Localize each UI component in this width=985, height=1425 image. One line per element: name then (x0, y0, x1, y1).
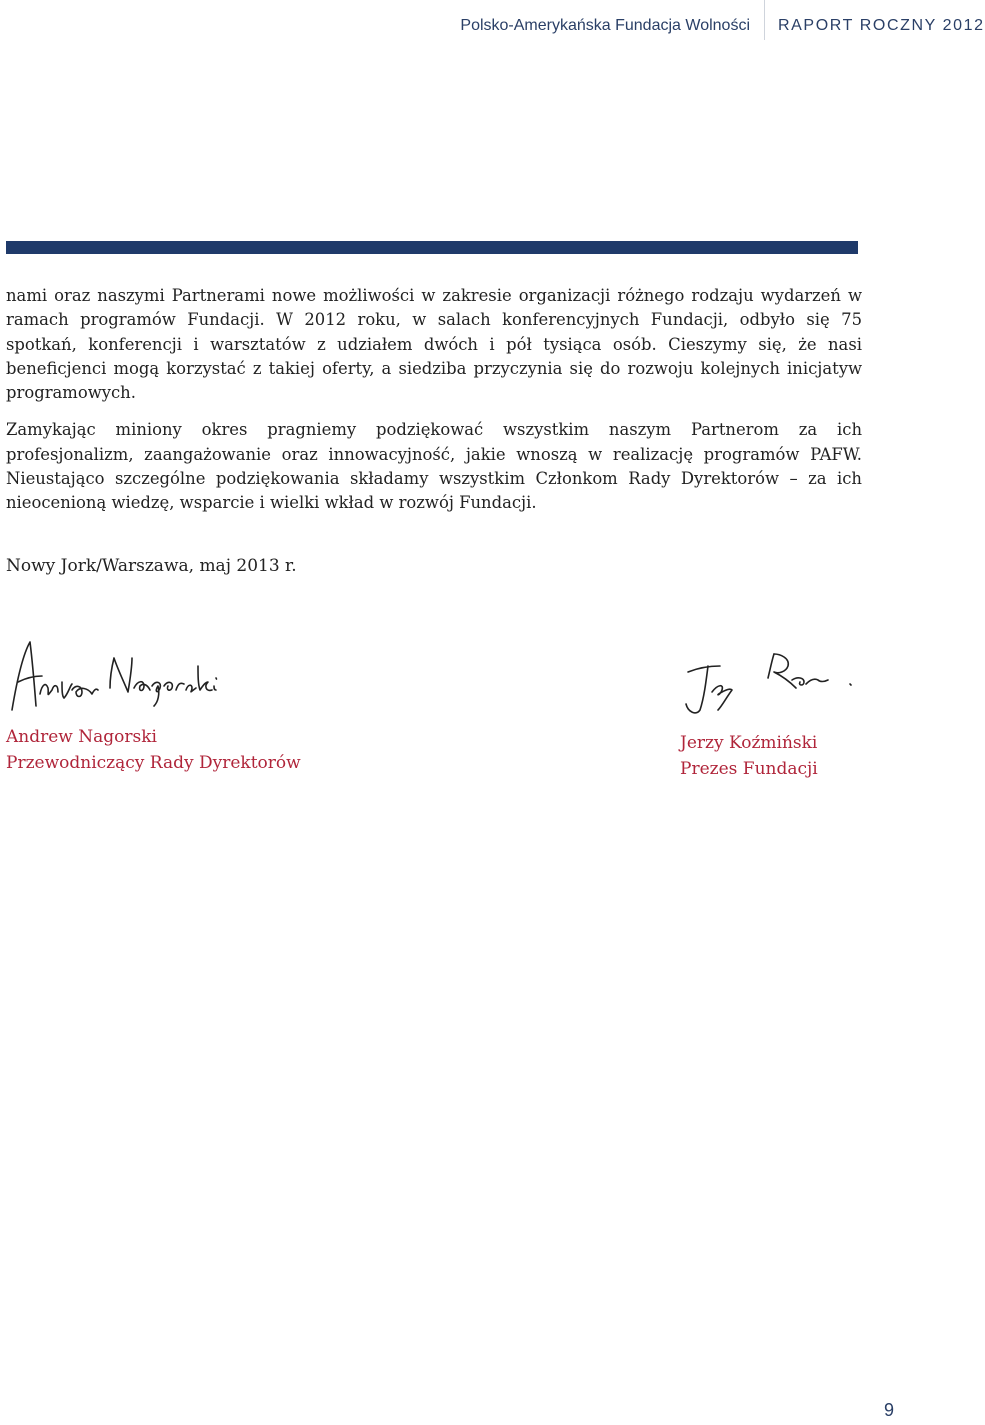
signature-block-chairman (6, 636, 306, 776)
paragraph: nami oraz naszymi Partnerami nowe możliwości w zakresie organizacji różnego rodzaju wydarzeń w ramach programów Fundacji. W 2012 roku, w salach konferencyjnych Fundacji, odbyło się 75 spotkań, konferencji i warsztatów z udziałem dwóch i pół tysiąca osób. Cieszymy się, że nasi beneficjenci mogą korzystać z takiej oferty, a siedziba przyczynia się do rozwoju kolejnych inicjatyw programowych. (6, 286, 862, 403)
handwritten-signature-icon (6, 636, 226, 716)
header-divider (764, 0, 765, 40)
signatory-title: Prezes Fundacji (680, 759, 818, 779)
page-number: 9 (883, 1400, 894, 1420)
page-header (0, 0, 985, 56)
signatory-name: Andrew Nagorski (6, 727, 157, 747)
paragraph: Zamykając miniony okres pragniemy podziękować wszystkim naszym Partnerom za ich profesjonalizm, zaangażowanie oraz innowacyjność, jakie wnoszą w realizację programów PAFW. Nieustająco szczególne podziękowania składamy wszystkim Członkom Rady Dyrektorów – za ich nieocenioną wiedzę, wsparcie i wielki wkład w rozwój Fundacji. (6, 420, 862, 513)
header-report-title: RAPORT ROCZNY 2012 (778, 17, 985, 34)
handwritten-signature-icon (680, 650, 860, 716)
signatory-title: Przewodniczący Rady Dyrektorów (6, 753, 301, 773)
signature-block-president (680, 650, 900, 782)
section-bar (6, 241, 858, 254)
header-organization: Polsko-Amerykańska Fundacja Wolności (460, 17, 750, 34)
body-text (6, 284, 862, 516)
place-date: Nowy Jork/Warszawa, maj 2013 r. (6, 556, 297, 576)
signatory-name: Jerzy Koźmiński (680, 733, 818, 753)
